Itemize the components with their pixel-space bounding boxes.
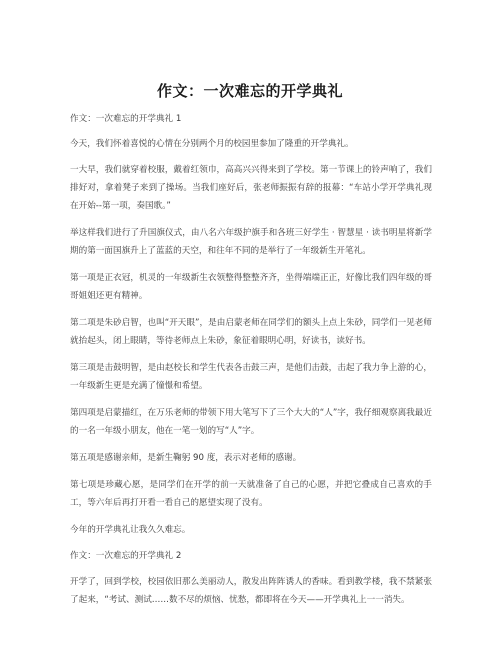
document-title: 作文：一次难忘的开学典礼 (156, 82, 343, 100)
paragraph: 举这样我们进行了升国旗仪式，由八名六年级护旗手和各班三好学生 · 智慧星 · 读书明星将新学期的第一面国旗升上了蓝蓝的天空，和往年不同的是举行了一年级新生开笔礼。 (70, 228, 432, 256)
document-body (70, 110, 432, 609)
section-heading-2: 作文：一次难忘的开学典礼 2 (70, 551, 182, 561)
paragraph: 今年的开学典礼让我久久难忘。 (70, 525, 191, 535)
paragraph: 第二项是朱砂启智，也叫“开天眼”，是由启蒙老师在同学们的额头上点上朱砂，同学们一见老师就抬起头，闭上眼睛，等待老师点上朱砂，象征着眼明心明，好读书，读好书。 (70, 318, 432, 346)
paragraph: 第七项是珍藏心愿，是同学们在开学的前一天就准备了自己的心愿，并把它叠成自己喜欢的手工，等六年后再打开看一看自己的愿望实现了没有。 (70, 480, 432, 508)
paragraph: 第三项是击鼓明智，是由赵校长和学生代表各击鼓三声，是他们击鼓，击起了我力争上游的心，一年级新生更是充满了憧憬和希望。 (70, 363, 432, 391)
section-heading-1: 作文：一次难忘的开学典礼 1 (70, 114, 182, 124)
paragraph: 第四项是启蒙描红，在万乐老师的带领下用大笔写下了三个大大的“人”字，我仔细观察离我最近的一名一年级小朋友，他在一笔一划的写“人”字。 (70, 408, 432, 436)
paragraph: 今天，我们怀着喜悦的心情在分别两个月的校园里参加了隆重的开学典礼。 (70, 139, 354, 149)
paragraph: 一大早，我们就穿着校服，戴着红领巾，高高兴兴得来到了学校。第一节课上的铃声响了，我们排好对，拿着凳子来到了操场。当我们座好后，张老师振振有辞的报幕：“车站小学开学典礼现在开始--第一项，奏国歌。” (70, 165, 432, 211)
paragraph: 第一项是正衣冠，机灵的一年级新生衣领整得整整齐齐，坐得端端正正，好像比我们四年级的哥哥姐姐还更有精神。 (70, 273, 432, 301)
paragraph: 开学了，回到学校，校园依旧那么美丽动人，散发出阵阵诱人的香味。看到教学楼，我不禁紧张了起来，“考试、测试……数不尽的烦恼、忧愁，都即将在今天——开学典礼上一一消失。 (70, 577, 432, 605)
paragraph: 第五项是感谢亲师，是新生鞠躬 90 度，表示对老师的感谢。 (70, 453, 302, 463)
